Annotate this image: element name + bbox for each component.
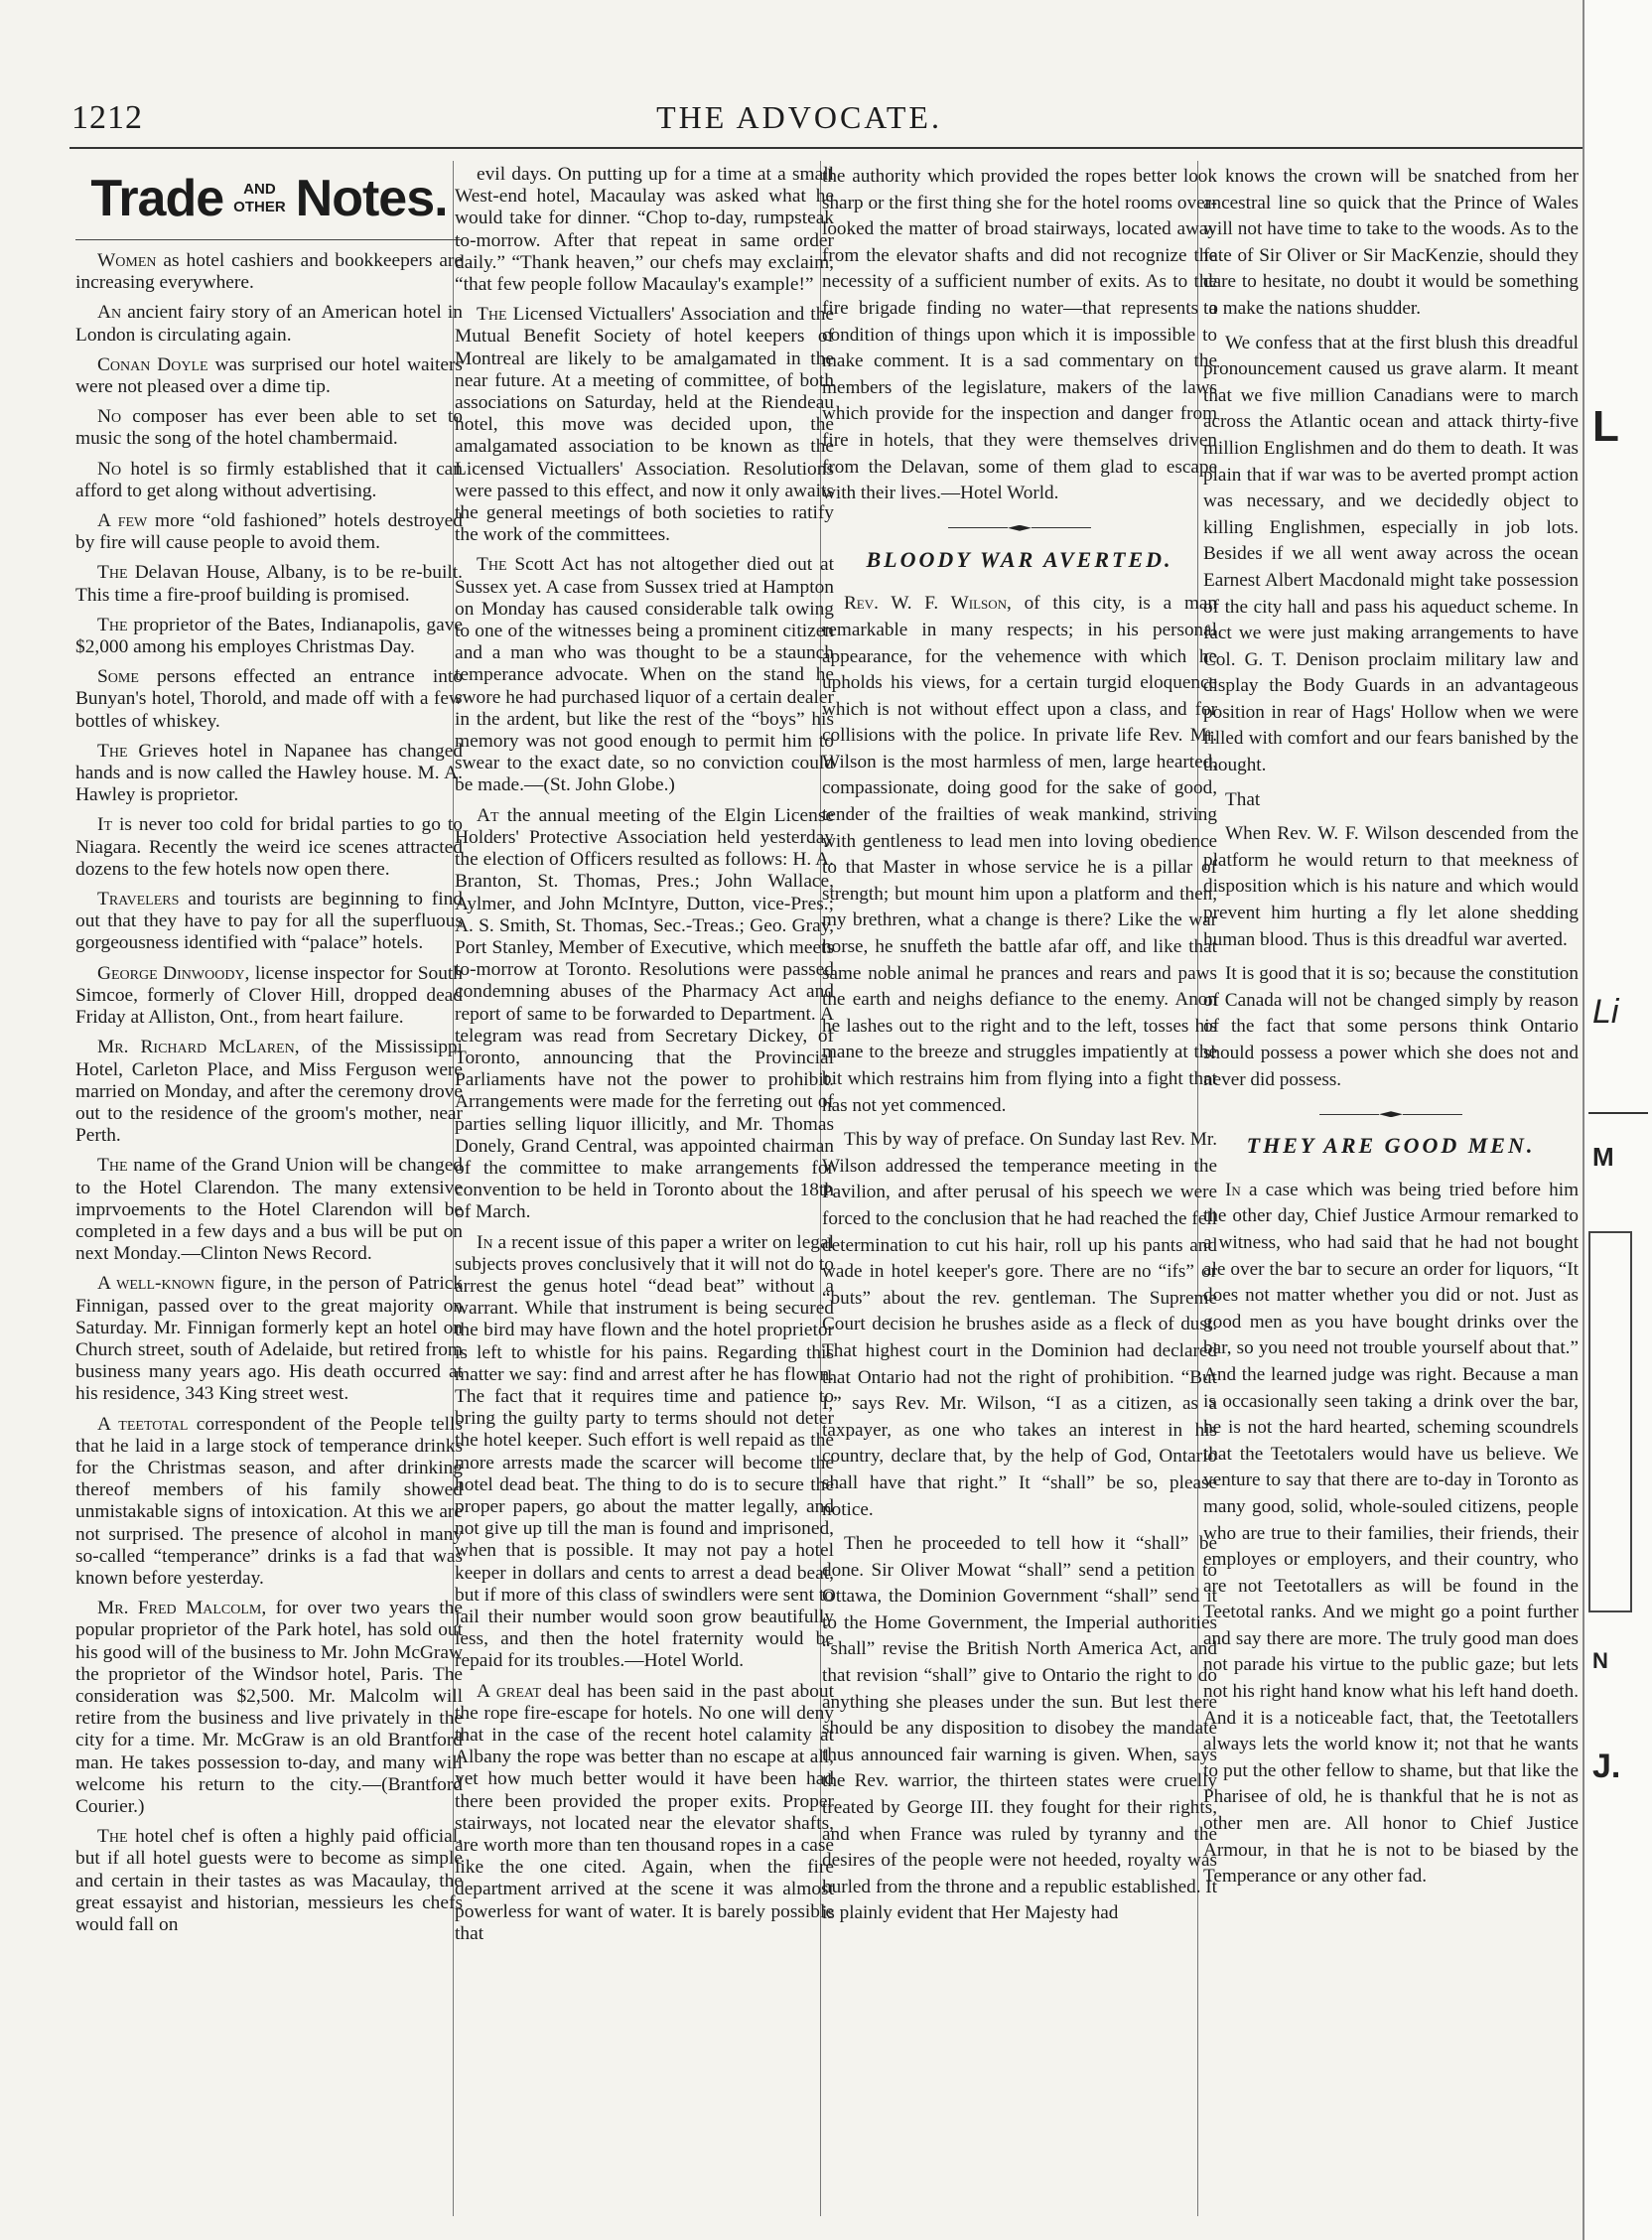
paragraph: The Delavan House, Albany, is to be re-built. This time a fire-proof building is promised.	[75, 562, 463, 606]
paragraph-lead: George Dinwoody,	[97, 962, 250, 984]
paragraph: Mr. Richard McLaren, of the Mississippi Hotel, Carleton Place, and Miss Ferguson were married on Monday, and after the ceremony drove out to the residence of the groom's mother, near Perth.	[75, 1037, 463, 1147]
paragraph-lead: It	[97, 814, 113, 836]
adjacent-page-letter: L	[1592, 402, 1619, 451]
column-2	[455, 164, 834, 2170]
paragraph: knows the crown will be snatched from her ancestral line so quick that the Prince of Wales will not have time to take to the woods. As to the fate of Sir Oliver or Sir MacKenzie, should they dare to hesitate, no doubt it would be something to make the nations shudder.	[1203, 166, 1579, 319]
col3-body	[822, 591, 1217, 1927]
paragraph: An ancient fairy story of an American hotel in London is circulating again.	[75, 302, 463, 346]
paragraph-lead: A well-known	[97, 1273, 215, 1295]
paragraph-lead: The	[97, 1826, 128, 1848]
paragraph: It is good that it is so; because the constitution of Canada will not be changed simply by reason of the fact that some persons think Ontario should possess a power which she does not and never did possess.	[1203, 963, 1579, 1090]
paragraph: The Grieves hotel in Napanee has changed hands and is now called the Hawley house. M. A. Hawley is proprietor.	[75, 740, 463, 806]
paragraph: It is never too cold for bridal parties to go to Niagara. Recently the weird ice scenes attracted dozens to the few hotels now open there.	[75, 814, 463, 880]
paragraph: George Dinwoody, license inspector for South Simcoe, formerly of Clover Hill, dropped dead Friday at Alliston, Ont., from heart failure.	[75, 962, 463, 1029]
adjacent-page-letter: Li	[1592, 993, 1619, 1031]
paragraph: No composer has ever been able to set to music the song of the hotel chambermaid.	[75, 406, 463, 450]
paragraph: evil days. On putting up for a time at a small West-end hotel, Macaulay was asked what he would take for dinner. “Chop to-day, rumpsteak to-morrow. After that repeat in same order daily.” “Thank heaven,” our chefs may exclaim, “that few people follow Macaulay's example!”	[455, 164, 834, 296]
paragraph-lead: Some	[97, 666, 139, 688]
paragraph-lead: In	[1225, 1179, 1241, 1200]
section-heading-good-men: THEY ARE GOOD MEN.	[1246, 1133, 1536, 1159]
paragraph-lead: A few	[97, 510, 148, 532]
masthead-other: OTHER	[233, 199, 286, 215]
article-divider	[1203, 1111, 1579, 1117]
page-number: 1212	[71, 99, 143, 136]
paragraph-lead: A great	[477, 1680, 542, 1702]
col1-body	[75, 250, 463, 1936]
paragraph: This by way of preface. On Sunday last Rev. Mr. Wilson addressed the temperance meeting in the Pavilion, and after perusal of his speech we were forced to the conclusion that he had reached the fell determination to cut his hair, roll up his pants and wade in hotel keeper's gore. There are no “ifs” or “buts” about the rev. gentleman. The Supreme Court decision he brushes aside as a fleck of dust. That highest court in the Dominion had declared that Ontario had not the right of prohibition. “But I,” says Rev. Mr. Wilson, “I as a citizen, as a taxpayer, as one who takes an interest in his country, declare that, by the help of God, Ontario shall have that right.” It “shall” be so, please notice.	[822, 1129, 1217, 1520]
paragraph-lead: No	[97, 458, 122, 480]
paragraph: The Licensed Victuallers' Association and the Mutual Benefit Society of hotel keepers of Montreal are likely to be amalgamated in the near future. At a meeting of committee, of both associations on Saturday, held at the Riendeau hotel, this move was decided upon, the amalgamated association to be known as the Licensed Victuallers' Association. Resolutions were passed to this effect, and now it only awaits the general meetings of both societies to ratify the work of the committees.	[455, 304, 834, 546]
paragraph: Women as hotel cashiers and bookkeepers are increasing everywhere.	[75, 250, 463, 294]
paragraph-lead: The	[97, 1155, 128, 1177]
paragraph-lead: Rev. W. F. Wilson,	[844, 593, 1012, 615]
paragraph: The Scott Act has not altogether died out at Sussex yet. A case from Sussex tried at Hampton on Monday has caused considerable talk owing to one of the witnesses being a prominent citizen and a man who was thought to be a staunch temperance advocate. When on the stand he swore he had purchased liquor of a certain dealer in the ardent, but like the rest of the “boys” his memory was not good enough to permit him to swear to the exact date, so no conviction could be made.—(St. John Globe.)	[455, 554, 834, 796]
paragraph: Mr. Fred Malcolm, for over two years the popular proprietor of the Park hotel, has sold out his good will of the business to Mr. John McGraw the proprietor of the Windsor hotel, Paris. The consideration was $2,500. Mr. Malcolm will retire from the business and live privately in the city for a time. Mr. McGraw is an old Brantford man. He takes possession to-day, and many will welcome his return to the city.—(Brantford Courier.)	[75, 1598, 463, 1817]
column-4	[1203, 164, 1579, 2170]
adjacent-page-letter: J.	[1592, 1748, 1621, 1785]
paragraph-lead: No	[97, 406, 122, 428]
col4-body-2	[1203, 1178, 1579, 1890]
adjacent-page-letter: M	[1592, 1142, 1614, 1172]
paragraph-lead: The	[477, 304, 507, 326]
paragraph: A few more “old fashioned” hotels destroyed by fire will cause people to avoid them.	[75, 510, 463, 554]
article-continuation: the authority which provided the ropes better look sharp or the first thing she for the hotel rooms over-looked the matter of broad stairways, located away from the elevator shafts and did not recognize the necessity of a sufficient number of exits. As to the fire brigade finding no water—that represents a condition of things upon which it is impossible to make comment. It is a sad commentary on the members of the legislature, makers of the laws which provide for the inspection and danger from fire in hotels, that they were themselves driven from the Delavan, some of them glad to escape with their lives.—Hotel World.	[822, 166, 1217, 504]
column-1	[75, 164, 463, 2170]
paragraph: Some persons effected an entrance into Bunyan's hotel, Thorold, and made off with a few bottles of whiskey.	[75, 666, 463, 732]
paragraph: A teetotal correspondent of the People tells that he laid in a large stock of temperance drinks for the Christmas season, and after drinking thereof members of his family showed unmistakable signs of intoxication. At this we are not surprised. The presence of alcohol in many so-called “temperance” drinks is a fad that was known before yesterday.	[75, 1413, 463, 1589]
paragraph-lead: The	[97, 562, 128, 584]
paragraph: The proprietor of the Bates, Indianapolis, gave $2,000 among his employes Christmas Day.	[75, 614, 463, 658]
running-head: THE ADVOCATE.	[656, 99, 942, 135]
paragraph: Travelers and tourists are beginning to find out that they have to pay for all the superfluous gorgeousness identified with “palace” hotels.	[75, 889, 463, 954]
masthead-and-other	[233, 181, 286, 216]
paragraph-lead: The	[477, 554, 507, 576]
adjacent-page-letter: N	[1592, 1648, 1608, 1673]
paragraph: Conan Doyle was surprised our hotel waiters were not pleased over a dime tip.	[75, 353, 463, 398]
paragraph-lead: Travelers	[97, 889, 180, 910]
paragraph-lead: In	[477, 1231, 493, 1253]
adjacent-page-rule	[1588, 1112, 1648, 1114]
paragraph-lead: Mr. Fred Malcolm,	[97, 1598, 267, 1619]
col4-body	[1203, 164, 1579, 1093]
section-heading-bloody-war: BLOODY WAR AVERTED.	[866, 546, 1173, 572]
paragraph: When Rev. W. F. Wilson descended from the platform he would return to that meekness of disposition which is his nature and which would prevent him hurting a fly let alone shedding human blood. Thus is this dreadful war averted.	[1203, 823, 1579, 950]
paragraph: A well-known figure, in the person of Patrick Finnigan, passed over to the great majority on Saturday. Mr. Finnigan formerly kept an hotel on Church street, south of Adelaide, but retired from business many years ago. His death occurred at his residence, 343 King street west.	[75, 1273, 463, 1405]
paragraph-lead: An	[97, 302, 122, 324]
section-masthead	[75, 170, 463, 227]
paragraph: In a recent issue of this paper a writer on legal subjects proves conclusively that it will not do to arrest the genus hotel “dead beat” without a warrant. While that instrument is being secured the bird may have flown and the hotel proprietor is left to whistle for his pains. Regarding this matter we say: find and arrest after he has flown. The fact that it requires time and patience to bring the guilty party to terms should not deter the hotel keeper. Such effort is well repaid as the more arrests made the scarcer will become the hotel dead beat. The thing to do is to secure the proper papers, go about the matter legally, and not give up till the man is found and imprisoned, when that is possible. It may not pay a hotel keeper in dollars and cents to arrest a dead beat, but if more of this class of swindlers were sent to jail their number would soon grow beautifully less, and then the hotel fraternity would be repaid for its troubles.—Hotel World.	[455, 1231, 834, 1672]
paragraph: We confess that at the first blush this dreadful pronouncement caused us grave alarm. It meant that we five million Canadians were to march across the Atlantic ocean and attack thirty-five million Englishmen and do them to death. It was plain that if war was to be averted prompt action was necessary, and we decidedly object to killing Englishmen, especially in job lots. Besides if we all went away across the ocean Earnest Albert Macdonald might take possession of the city hall and pass his aqueduct scheme. In fact we were just making arrangements to have Col. G. T. Denison proclaim military law and display the Body Guards in an advantageous position in rear of Hags' Hollow when we were filled with comfort and our fears banished by the thought.	[1203, 332, 1579, 776]
column-3	[822, 164, 1217, 2170]
paragraph: At the annual meeting of the Elgin License Holders' Protective Association held yesterday the election of Officers resulted as follows: H. A. Branton, St. Thomas, Pres.; John Wallace, Aylmer, and John McIntyre, Dutton, vice-Pres.; A. S. Smith, St. Thomas, Sec.-Treas.; Geo. Gray, Port Stanley, Member of Executive, which meets to-morrow at Toronto. Resolutions were passed condemning abuses of the Pharmacy Act and report of same to be forwarded to Department. A telegram was read from Secretary Dickey, of Toronto, announcing that the Provincial Parliaments have not the power to prohibit. Arrangements were made for the ferreting out of parties selling liquor illicitly, and Mr. Thomas Donely, Grand Central, was appointed chairman of the committee to make arrangements for convention to be held in Toronto about the 18th of March.	[455, 804, 834, 1223]
masthead-trade: Trade	[90, 170, 224, 227]
paragraph: Then he proceeded to tell how it “shall” be done. Sir Oliver Mowat “shall” send a petition to Ottawa, the Dominion Government “shall” send it to the Home Government, the Imperial authorities “shall” revise the British North America Act, and that revision “shall” give to Ontario the right to do anything she pleases under the sun. But lest there should be any disposition to disobey the mandate thus announced fair warning is given. When, says the Rev. warrior, the thirteen states were cruelly treated by George III. they fought for their rights, and when France was ruled by tyranny and the desires of the people were not heeded, royalty was hurled from the throne and a republic established. It is plainly evident that Her Majesty had	[822, 1533, 1217, 1924]
adjacent-page-frame	[1588, 1231, 1632, 1612]
paragraph: Rev. W. F. Wilson, of this city, is a man remarkable in many respects; in his personal appearance, for the vehemence with which he upholds his views, for a certain turgid eloquence which is not without effect upon a class, and for collisions with the police. In private life Rev. Mr. Wilson is the most harmless of men, large hearted, compassionate, doing good for the sake of good, tender of the frailties of weak mankind, striving with gentleness to lead men into loving obedience to that Master in whose service he is a pillar of strength; but mount him upon a platform and then, my brethren, what a change is there? Like the war horse, he snuffeth the battle afar off, and like that same noble animal he prances and rears and paws the earth and neighs defiance to the enemy. Anon he lashes out to the right and to the left, tosses his mane to the breeze and struggles impatiently at the bit which restrains him from flying into a fight that has not yet commenced.	[822, 593, 1217, 1116]
paragraph: The hotel chef is often a highly paid official, but if all hotel guests were to become as simple and certain in their tastes as was Macaulay, the great essayist and historian, messieurs les chefs would fall on	[75, 1826, 463, 1936]
masthead-rule	[75, 239, 463, 240]
paragraph-lead: The	[97, 740, 128, 762]
masthead-and: AND	[243, 181, 276, 198]
paragraph: The name of the Grand Union will be changed to the Hotel Clarendon. The many extensive imprvoements to the Hotel Clarendon will be completed in a few days and a bus will be put on next Monday.—Clinton News Record.	[75, 1155, 463, 1265]
header-rule	[69, 147, 1596, 149]
adjacent-page-edge	[1583, 0, 1652, 2240]
paragraph-lead: Women	[97, 250, 157, 271]
paragraph: No hotel is so firmly established that it can afford to get along without advertising.	[75, 458, 463, 501]
paragraph-lead: A teetotal	[97, 1413, 189, 1435]
col2-body	[455, 164, 834, 1945]
paragraph: A great deal has been said in the past about the rope fire-escape for hotels. No one will deny that in the case of the recent hotel calamity at Albany the rope was better than no escape at all, yet how much better would it have been had there been provided the proper exits. Proper stairways, not located near the elevator shafts, are worth more than ten thousand ropes in a case like the one cited. Again, when the fire department arrived at the scene it was almost powerless for want of water. It is barely possible that	[455, 1680, 834, 1944]
paragraph-lead: The	[97, 614, 128, 635]
paragraph: That	[1225, 788, 1261, 810]
paragraph-lead: Mr. Richard McLaren,	[97, 1037, 300, 1058]
paragraph-lead: Conan Doyle	[97, 353, 208, 375]
article-divider	[822, 525, 1217, 531]
paragraph: In a case which was being tried before him the other day, Chief Justice Armour remarked to a witness, who had said that he had not bought ale over the bar to secure an order for liquors, “It does not matter whether you did or not. Just as good men as you have bought drinks over the bar, so you need not trouble yourself about that.” And the learned judge was right. Because a man is occasionally seen taking a drink over the bar, he is not the hard hearted, scheming scoundrels that the Teetotalers would have us believe. We venture to say that there are to-day in Toronto as many good, solid, whole-souled citizens, people who are true to their families, their friends, their employes or employers, and their country, who are not Teetotallers as will be found in the Teetotal ranks. And we might go a point further and say there are more. The truly good man does not parade his virtue to the public gaze; but lets not his right hand know what his left hand doeth. And it is a noticeable fact, that, the Teetotallers always lets the world know it; not that he wants to put the other fellow to shame, but that like the Pharisee of old, he is thankful that he is not as other men are. All honor to Chief Justice Armour, in that he is not to be biased by the Temperance or any other fad.	[1203, 1179, 1579, 1888]
masthead-notes: Notes.	[295, 170, 448, 227]
paragraph-lead: At	[477, 804, 499, 826]
